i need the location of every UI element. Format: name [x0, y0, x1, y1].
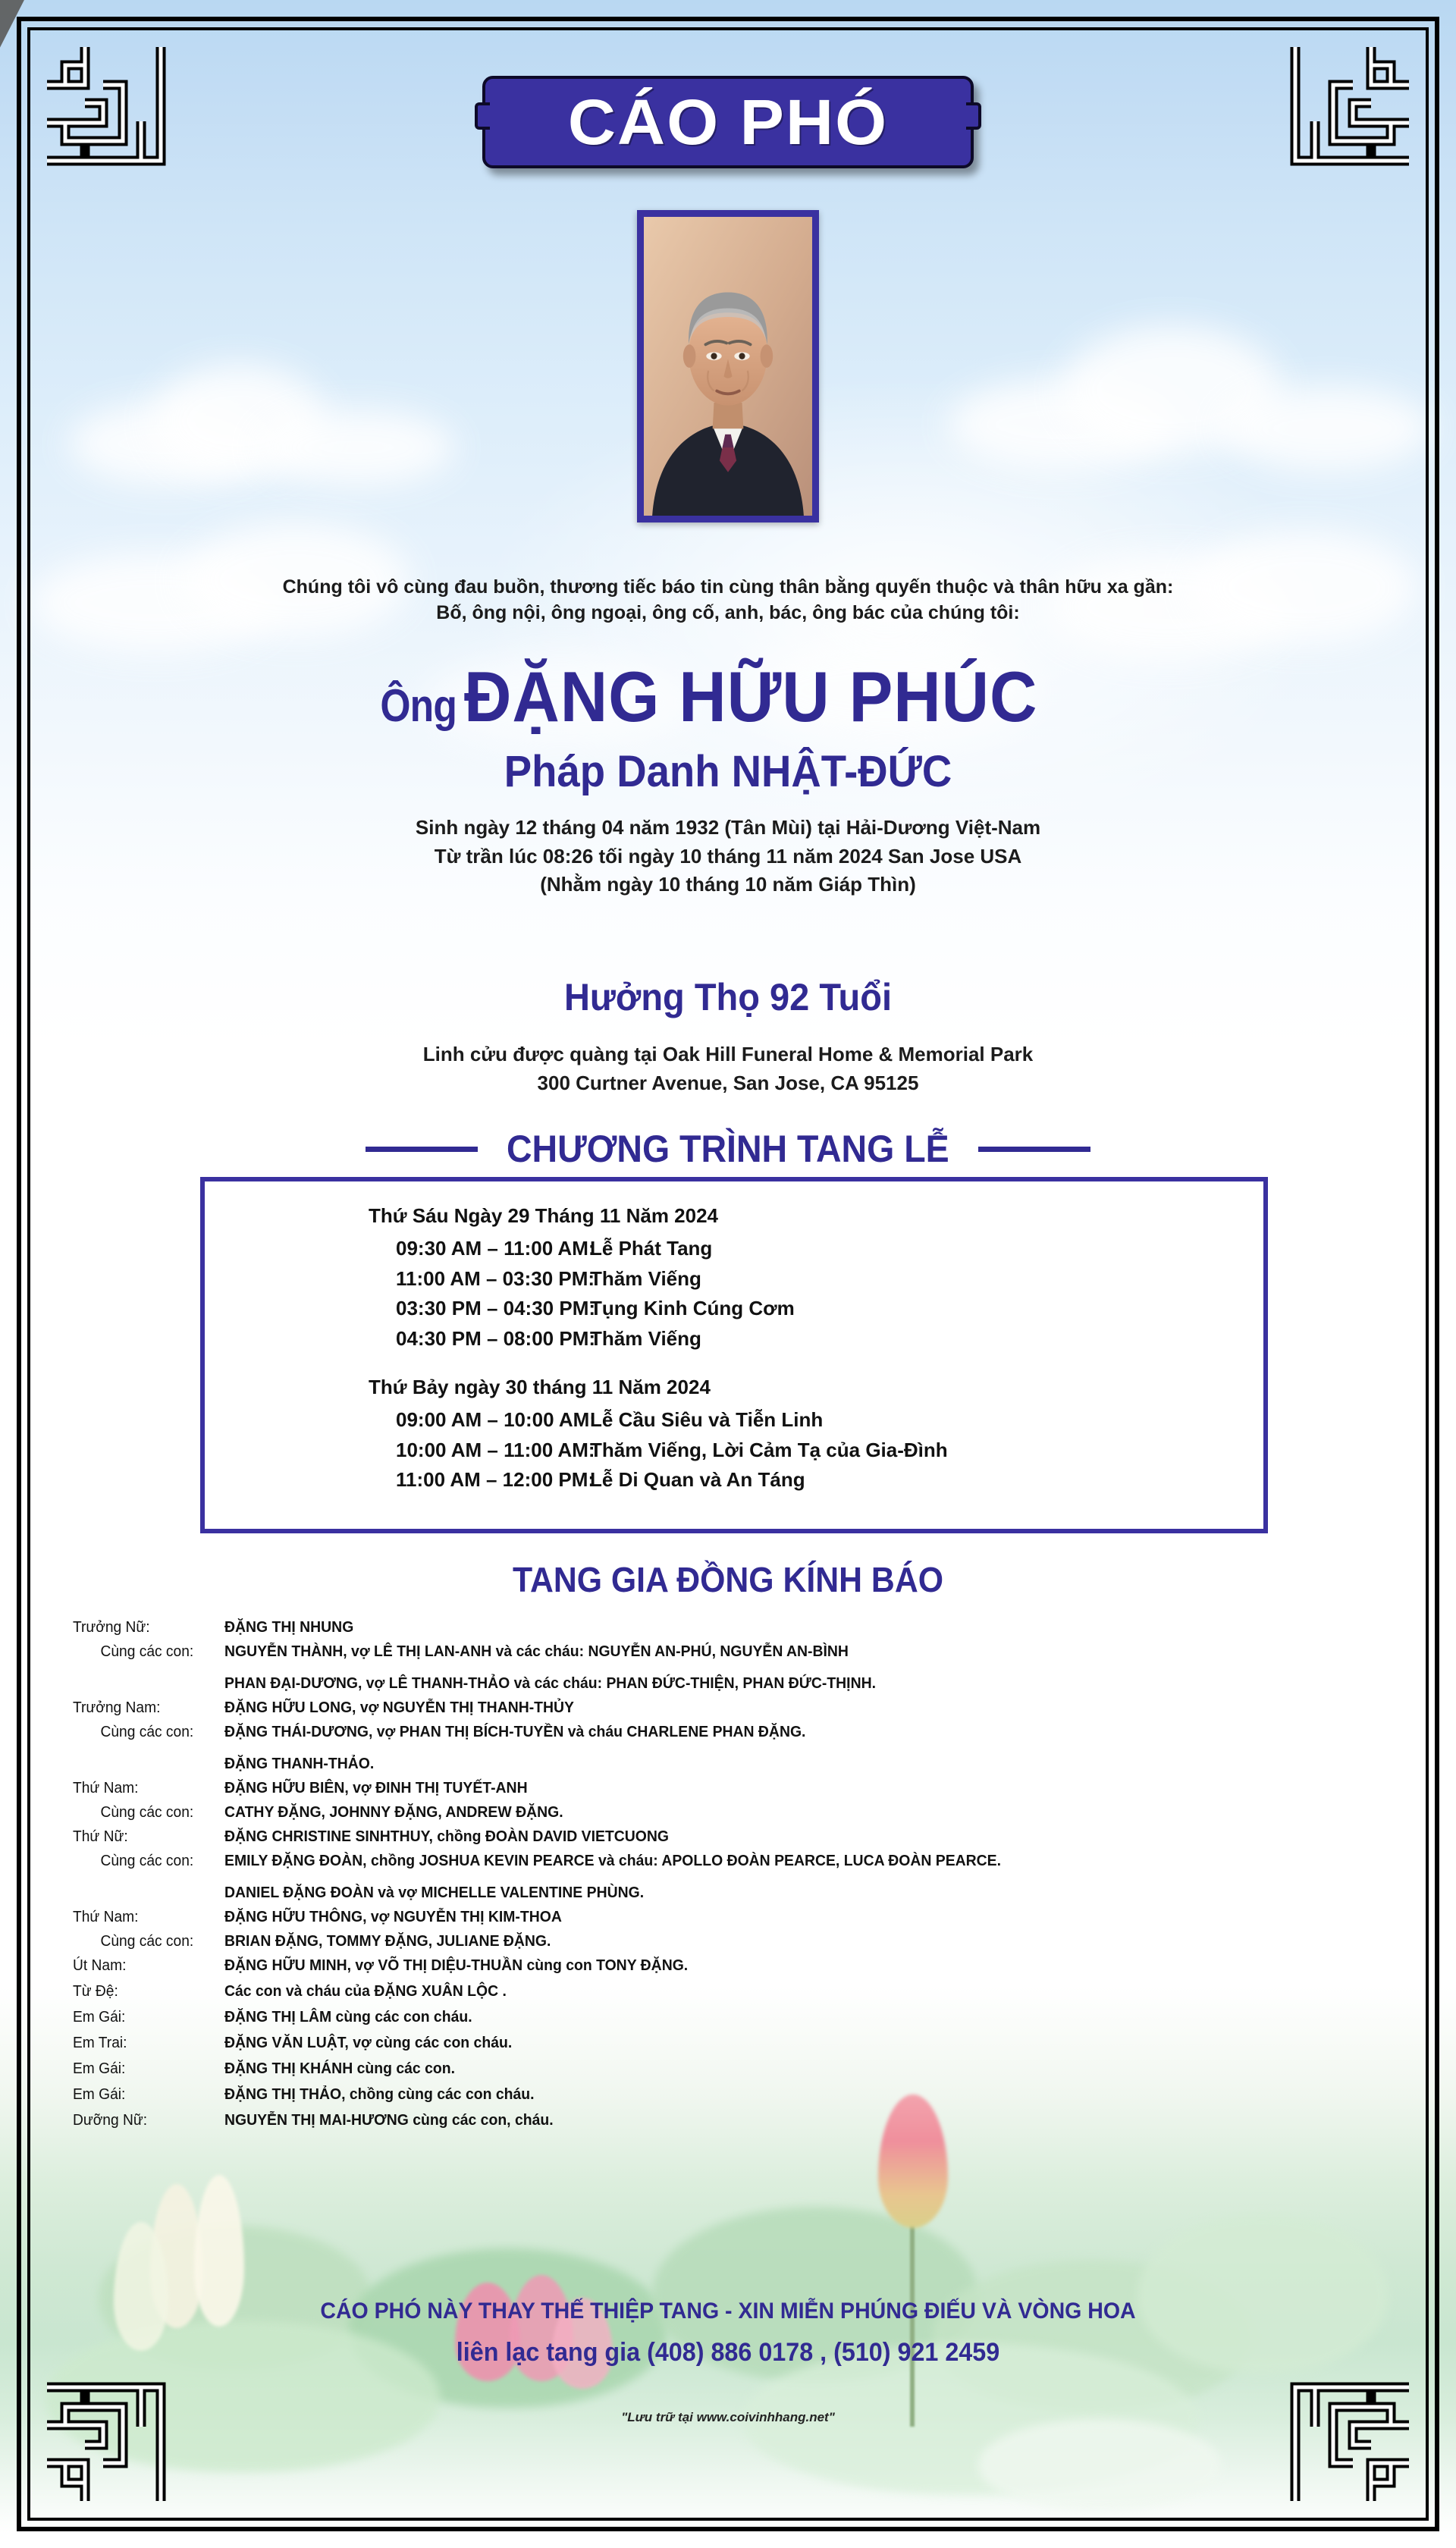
schedule-event: Lễ Di Quan và An Táng: [590, 1468, 805, 1492]
footer-contact: liên lạc tang gia (408) 886 0178 , (510) 921 2459: [456, 2338, 1000, 2367]
family-names: PHAN ĐẠI-DƯƠNG, vợ LÊ THANH-THẢO và các cháu: PHAN ĐỨC-THIỆN, PHAN ĐỨC-THỊNH.: [224, 1675, 876, 1692]
schedule-event: Thăm Viếng: [590, 1326, 701, 1350]
schedule-heading-row: [0, 1130, 1456, 1168]
family-row: [73, 1885, 1407, 1900]
family-names: ĐẶNG CHRISTINE SINHTHUY, chồng ĐOÀN DAVID VIETCUONG: [224, 1828, 669, 1845]
family-row: [73, 2087, 1407, 2102]
age-at-death: Hưởng Thọ 92 Tuổi: [563, 976, 893, 1018]
family-names: ĐẶNG THÁI-DƯƠNG, vợ PHAN THỊ BÍCH-TUYỀN và cháu CHARLENE PHAN ĐẶNG.: [224, 1724, 806, 1740]
family-row: [73, 1620, 1407, 1635]
schedule-time: 09:00 AM – 10:00 AM:: [396, 1408, 596, 1431]
family-names: ĐẶNG THỊ KHÁNH cùng các con.: [224, 2060, 455, 2077]
schedule-box: [200, 1177, 1268, 1533]
family-names: ĐẶNG HỮU THÔNG, vợ NGUYỄN THỊ KIM-THOA: [224, 1909, 562, 1925]
family-row: [73, 2035, 1407, 2051]
family-row: [73, 1909, 1407, 1925]
venue-name: Linh cửu được quàng tại Oak Hill Funeral Home & Memorial Park: [422, 1043, 1034, 1065]
page-title: CÁO PHÓ: [567, 86, 889, 158]
funeral-venue: [0, 1040, 1456, 1097]
schedule-row: [369, 1294, 795, 1324]
schedule-row: [369, 1436, 948, 1466]
schedule-time: 11:00 AM – 03:30 PM:: [396, 1266, 595, 1290]
family-row: [73, 1958, 1407, 1973]
greek-key-corner-icon: [39, 2364, 184, 2509]
family-row: [73, 1805, 1407, 1820]
schedule-row: [369, 1324, 795, 1354]
family-names: DANIEL ĐẶNG ĐOÀN và vợ MICHELLE VALENTINE PHÙNG.: [224, 1884, 645, 1901]
schedule-time: 10:00 AM – 11:00 AM:: [396, 1438, 595, 1461]
family-role: Cùng các con:: [100, 1853, 194, 1869]
family-names: CATHY ĐẶNG, JOHNNY ĐẶNG, ANDREW ĐẶNG.: [224, 1804, 563, 1821]
schedule-date: Thứ Sáu Ngày 29 Tháng 11 Năm 2024: [369, 1204, 719, 1227]
family-role: Trưởng Nam:: [73, 1699, 161, 1716]
schedule-time: 09:30 AM – 11:00 AM:: [396, 1237, 595, 1260]
family-row: [73, 1829, 1407, 1844]
lunar-date-line: (Nhằm ngày 10 tháng 10 năm Giáp Thìn): [540, 873, 916, 896]
schedule-row: [369, 1264, 795, 1294]
vital-dates: [0, 814, 1456, 899]
family-row: [73, 1756, 1407, 1771]
family-names: ĐẶNG THỊ LÂM cùng các con cháu.: [224, 2009, 472, 2026]
schedule-event: Thăm Viếng: [590, 1266, 701, 1290]
schedule-day-group: [369, 1373, 948, 1495]
portrait-photo: [644, 217, 812, 516]
family-row: [73, 1984, 1407, 1999]
schedule-row: [369, 1405, 948, 1436]
family-names: ĐẶNG VĂN LUẬT, vợ cùng các con cháu.: [224, 2035, 513, 2051]
family-list: [73, 1620, 1407, 2128]
schedule-event: Thăm Viếng, Lời Cảm Tạ của Gia-Đình: [590, 1438, 948, 1461]
schedule-time: 04:30 PM – 08:00 PM:: [396, 1326, 596, 1350]
family-row: [73, 2061, 1407, 2076]
schedule-event: Lễ Cầu Siêu và Tiễn Linh: [590, 1408, 824, 1431]
family-names: NGUYỄN THỊ MAI-HƯƠNG cùng các con, cháu.: [224, 2112, 554, 2129]
greek-key-corner-icon: [39, 39, 184, 184]
family-row: [73, 1724, 1407, 1740]
greek-key-corner-icon: [1272, 39, 1417, 184]
family-role: Cùng các con:: [100, 1804, 194, 1821]
family-heading: TANG GIA ĐỒNG KÍNH BÁO: [512, 1560, 943, 1599]
deceased-full-name: ĐẶNG HỮU PHÚC: [464, 657, 1038, 736]
family-names: ĐẶNG THỊ THẢO, chồng cùng các con cháu.: [224, 2086, 535, 2103]
family-names: ĐẶNG HỮU BIÊN, vợ ĐINH THỊ TUYẾT-ANH: [224, 1780, 528, 1796]
family-role: Em Trai:: [73, 2035, 127, 2051]
schedule-day-group: [369, 1201, 795, 1354]
family-row: [73, 1676, 1407, 1691]
family-role: Từ Đệ:: [73, 1983, 118, 2000]
venue-address: 300 Curtner Avenue, San Jose, CA 95125: [537, 1071, 919, 1094]
family-row: [73, 2010, 1407, 2025]
family-names: NGUYỄN THÀNH, vợ LÊ THỊ LAN-ANH và các cháu: NGUYỄN AN-PHÚ, NGUYỄN AN-BÌNH: [224, 1643, 849, 1660]
family-names: BRIAN ĐẶNG, TOMMY ĐẶNG, JULIANE ĐẶNG.: [224, 1933, 551, 1950]
family-row: [73, 1781, 1407, 1796]
schedule-row: [369, 1234, 795, 1264]
family-names: ĐẶNG THỊ NHUNG: [224, 1619, 354, 1636]
family-role: Cùng các con:: [100, 1643, 194, 1660]
announcement-title-plaque: [482, 76, 974, 168]
family-names: EMILY ĐẶNG ĐOÀN, chồng JOSHUA KEVIN PEARCE và cháu: APOLLO ĐOÀN PEARCE, LUCA ĐOÀN PEARCE.: [224, 1853, 1002, 1869]
family-names: ĐẶNG HỮU MINH, vợ VÕ THỊ DIỆU-THUẦN cùng con TONY ĐẶNG.: [224, 1957, 689, 1974]
schedule-date: Thứ Bảy ngày 30 tháng 11 Năm 2024: [369, 1376, 711, 1398]
family-role: Cùng các con:: [100, 1724, 194, 1740]
family-role: Thứ Nam:: [73, 1780, 139, 1796]
schedule-event: Lễ Phát Tang: [590, 1237, 713, 1260]
schedule-row: [369, 1465, 948, 1495]
schedule-time: 11:00 AM – 12:00 PM:: [396, 1468, 595, 1492]
footer-archive: "Lưu trữ tại www.coivinhhang.net": [621, 2410, 835, 2424]
family-role: Em Gái:: [73, 2086, 126, 2103]
family-role: Cùng các con:: [100, 1933, 194, 1950]
family-role: Dưỡng Nữ:: [73, 2112, 148, 2129]
schedule-event: Tụng Kinh Cúng Cơm: [590, 1297, 795, 1320]
dharma-name: Pháp Danh NHẬT-ĐỨC: [504, 747, 952, 796]
family-row: [73, 1644, 1407, 1659]
rule-left: [366, 1147, 478, 1152]
family-names: ĐẶNG THANH-THẢO.: [224, 1756, 375, 1772]
family-names: Các con và cháu của ĐẶNG XUÂN LỘC .: [224, 1983, 507, 2000]
announcement-intro: [0, 575, 1456, 626]
family-row: [73, 2113, 1407, 2128]
rule-right: [978, 1147, 1090, 1152]
intro-line-1: Chúng tôi vô cùng đau buồn, thương tiếc báo tin cùng thân bằng quyến thuộc và thân hữu xa gần:: [282, 576, 1174, 598]
family-row: [73, 1934, 1407, 1949]
deceased-name-block: [0, 657, 1456, 736]
birth-line: Sinh ngày 12 tháng 04 năm 1932 (Tân Mùi) tại Hải-Dương Việt-Nam: [415, 816, 1041, 839]
greek-key-corner-icon: [1272, 2364, 1417, 2509]
family-role: Út Nam:: [73, 1957, 127, 1974]
family-role: Em Gái:: [73, 2009, 126, 2026]
family-row: [73, 1853, 1407, 1869]
schedule-heading: CHƯƠNG TRÌNH TANG LỄ: [507, 1128, 949, 1170]
family-row: [73, 1700, 1407, 1715]
honorific: Ông: [380, 680, 457, 731]
family-role: Thứ Nam:: [73, 1909, 139, 1925]
footer-notice: CÁO PHÓ NÀY THAY THẾ THIỆP TANG - XIN MIỄN PHÚNG ĐIẾU VÀ VÒNG HOA: [320, 2299, 1136, 2324]
family-role: Thứ Nữ:: [73, 1828, 128, 1845]
portrait-frame: [637, 210, 819, 522]
intro-line-2: Bố, ông nội, ông ngoại, ông cố, anh, bác, ông bác của chúng tôi:: [436, 601, 1020, 623]
schedule-time: 03:30 PM – 04:30 PM:: [396, 1297, 596, 1320]
family-names: ĐẶNG HỮU LONG, vợ NGUYỄN THỊ THANH-THỦY: [224, 1699, 575, 1716]
family-role: Trưởng Nữ:: [73, 1619, 150, 1636]
death-line: Từ trần lúc 08:26 tối ngày 10 tháng 11 năm 2024 San Jose USA: [434, 844, 1022, 868]
family-role: Em Gái:: [73, 2060, 126, 2077]
